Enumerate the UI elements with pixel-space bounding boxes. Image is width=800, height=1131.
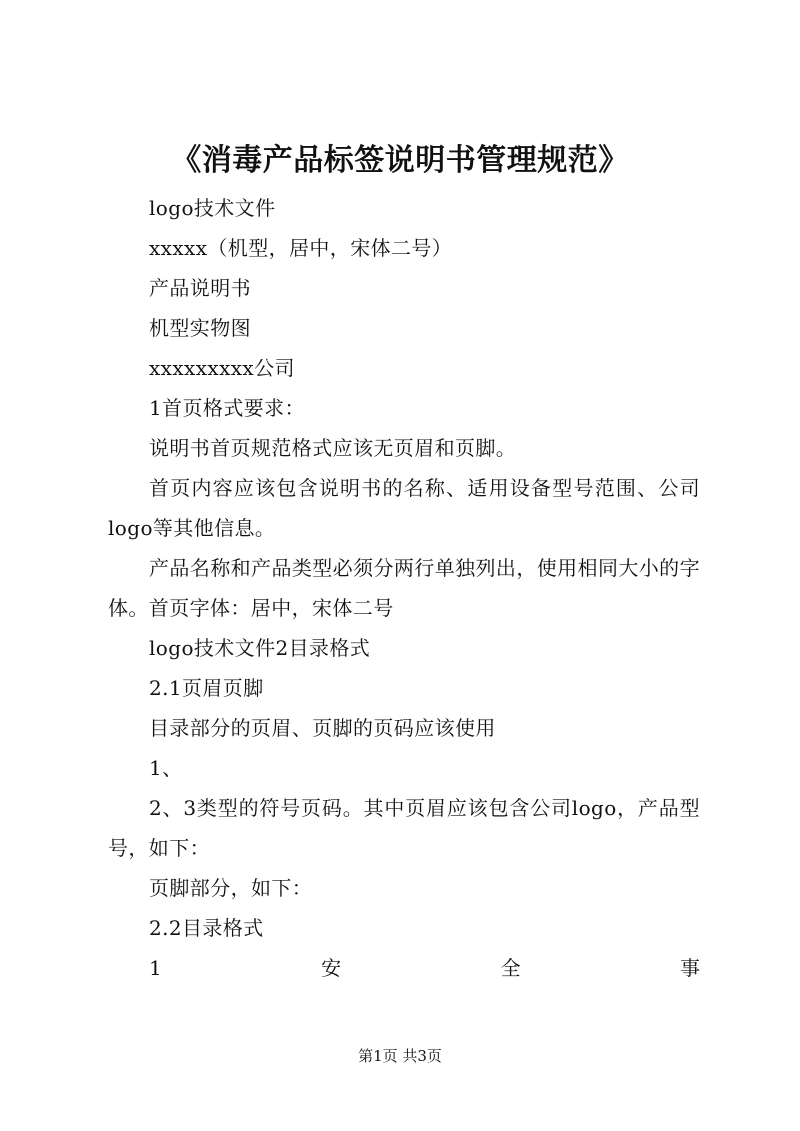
document-body (108, 188, 700, 988)
paragraph: 目录部分的页眉、页脚的页码应该使用 (149, 716, 496, 740)
toc-line (108, 948, 700, 988)
paragraph: 说明书首页规范格式应该无页眉和页脚。 (149, 436, 517, 460)
paragraph: 2.1页眉页脚 (149, 676, 264, 700)
paragraph: 2.2目录格式 (149, 916, 264, 940)
paragraph: 1首页格式要求： (149, 396, 305, 420)
paragraph: 产品名称和产品类型必须分两行单独列出，使用相同大小的字体。首页字体：居中，宋体二号 (108, 556, 700, 620)
paragraph: logo技术文件2目录格式 (149, 636, 371, 660)
paragraph: xxxxx（机型，居中，宋体二号） (149, 236, 453, 260)
paragraph: 2、3类型的符号页码。其中页眉应该包含公司logo，产品型号，如下： (108, 796, 700, 860)
paragraph: 产品说明书 (149, 276, 251, 300)
page-number-footer: 第1页 共3页 (358, 1047, 442, 1065)
paragraph: 首页内容应该包含说明书的名称、适用设备型号范围、公司logo等其他信息。 (108, 476, 700, 540)
toc-line-char: 1 (149, 956, 162, 980)
toc-line-char: 全 (500, 956, 521, 980)
paragraph: xxxxxxxxx公司 (149, 356, 295, 380)
paragraph: 1、 (149, 756, 183, 780)
toc-line-char: 安 (321, 956, 342, 980)
paragraph: 页脚部分，如下： (149, 876, 313, 900)
paragraph: 机型实物图 (149, 316, 251, 340)
paragraph: logo技术文件 (149, 196, 276, 220)
toc-line-char: 事 (680, 956, 700, 980)
document-title: 《消毒产品标签说明书管理规范》 (171, 143, 629, 178)
